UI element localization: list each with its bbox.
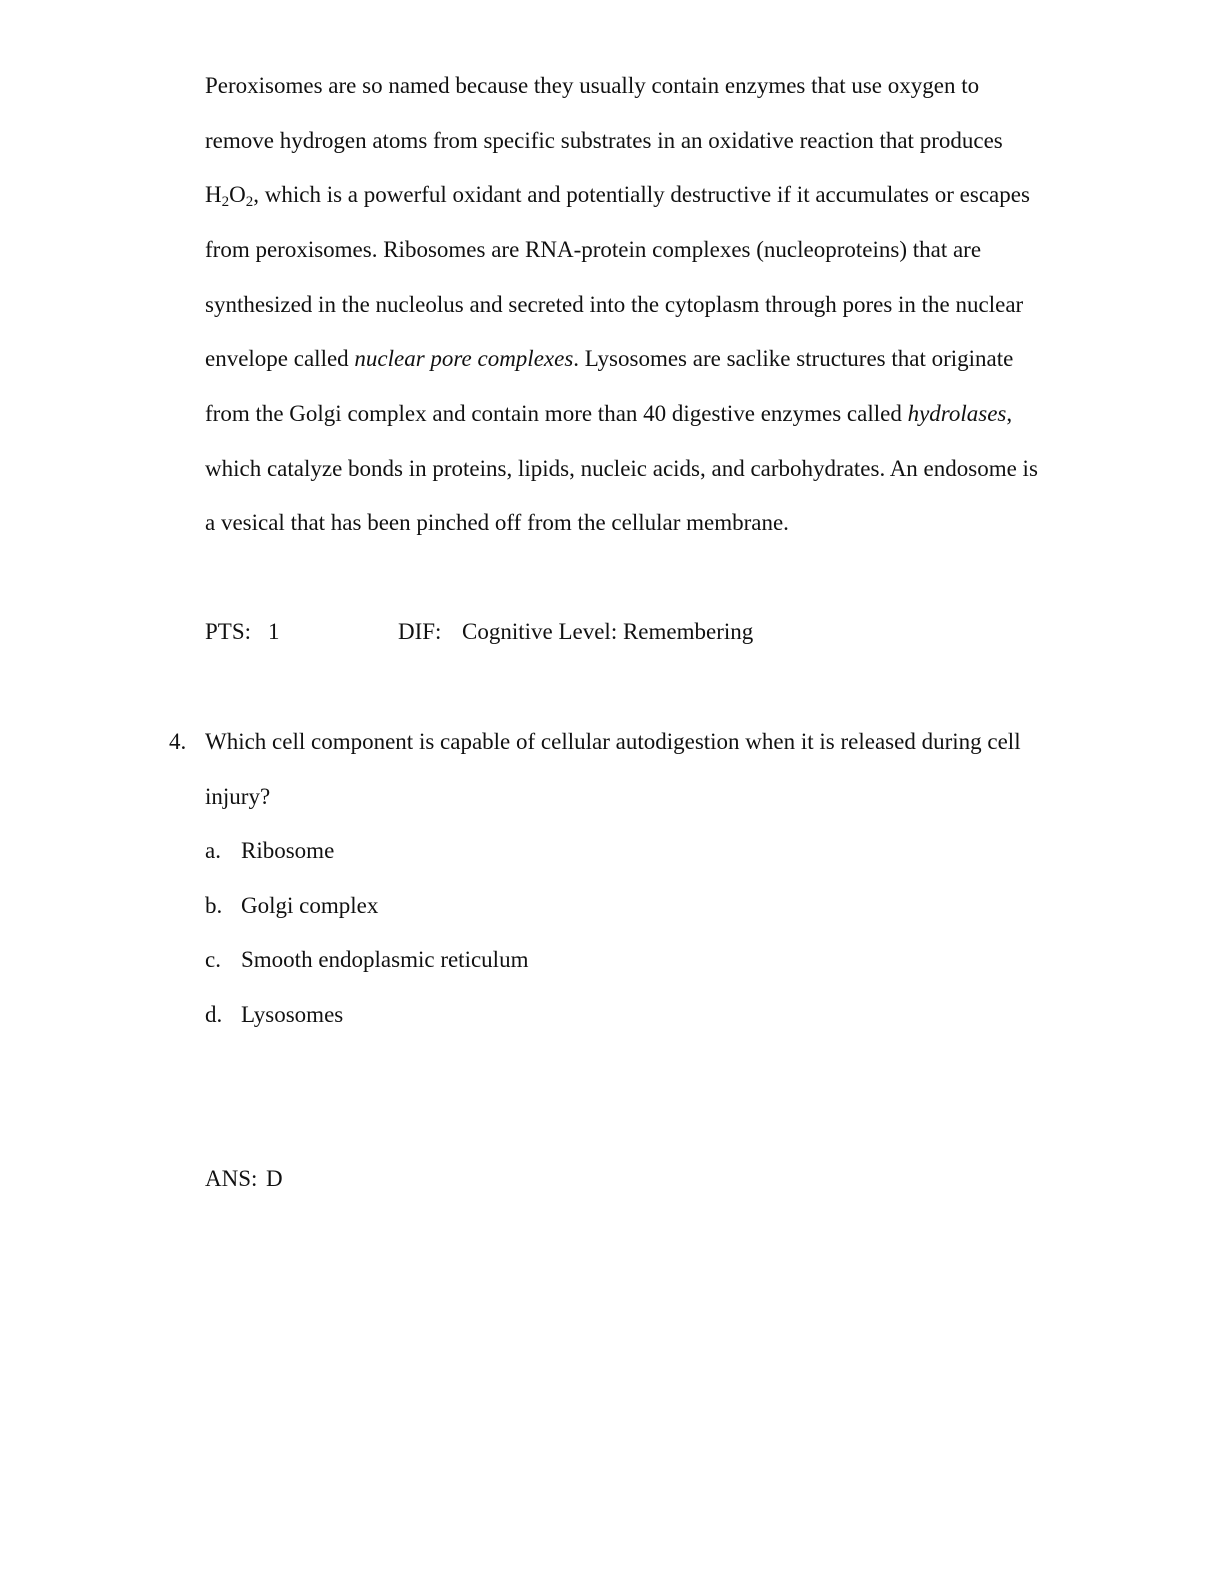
explanation-line (205, 345, 1013, 373)
option-text: Ribosome (241, 838, 335, 863)
explanation-text: , (1006, 401, 1013, 426)
explanation-line: which catalyze bonds in proteins, lipids, nucleic acids, and carbohydrates. An endosome is (205, 456, 1038, 481)
formula-o: O (229, 182, 246, 207)
explanation-line: a vesical that has been pinched off from the cellular membrane. (205, 510, 789, 535)
explanation-text: envelope called (205, 346, 355, 371)
pts-value: 1 (268, 619, 280, 644)
explanation-text: from the Golgi complex and contain more than 40 digestive enzymes called (205, 401, 908, 426)
option-text: Lysosomes (241, 1002, 344, 1027)
option-text: Golgi complex (241, 893, 379, 918)
option-letter: a. (205, 838, 221, 863)
explanation-line: remove hydrogen atoms from specific substrates in an oxidative reaction that produces (205, 128, 1003, 153)
explanation-line: Peroxisomes are so named because they usually contain enzymes that use oxygen to (205, 73, 980, 98)
answer-value: D (266, 1166, 283, 1191)
explanation-text: , which is a powerful oxidant and potentially destructive if it accumulates or escapes (253, 182, 1030, 207)
italic-term: hydrolases (907, 401, 1007, 426)
dif-label: DIF: (398, 619, 442, 644)
option-text: Smooth endoplasmic reticulum (241, 947, 529, 972)
answer-label: ANS: (205, 1166, 258, 1191)
dif-value: Cognitive Level: Remembering (462, 619, 754, 644)
explanation-line (205, 181, 1030, 209)
explanation-line (205, 400, 1012, 428)
explanation-line: synthesized in the nucleolus and secreted into the cytoplasm through pores in the nuclear (205, 292, 1024, 317)
question-text: injury? (205, 784, 271, 809)
explanation-text: . Lysosomes are saclike structures that originate (573, 346, 1014, 371)
option-letter: c. (205, 947, 221, 972)
question-text: Which cell component is capable of cellular autodigestion when it is released during cell (205, 729, 1021, 754)
formula-subscript: 2 (221, 194, 230, 210)
option-letter: b. (205, 893, 223, 918)
option-letter: d. (205, 1002, 223, 1027)
pts-label: PTS: (205, 619, 252, 644)
formula-subscript: 2 (245, 194, 254, 210)
formula-h: H (205, 182, 222, 207)
explanation-line: from peroxisomes. Ribosomes are RNA-protein complexes (nucleoproteins) that are (205, 237, 982, 262)
italic-term: nuclear pore complexes (354, 346, 574, 371)
question-number: 4. (169, 729, 187, 754)
